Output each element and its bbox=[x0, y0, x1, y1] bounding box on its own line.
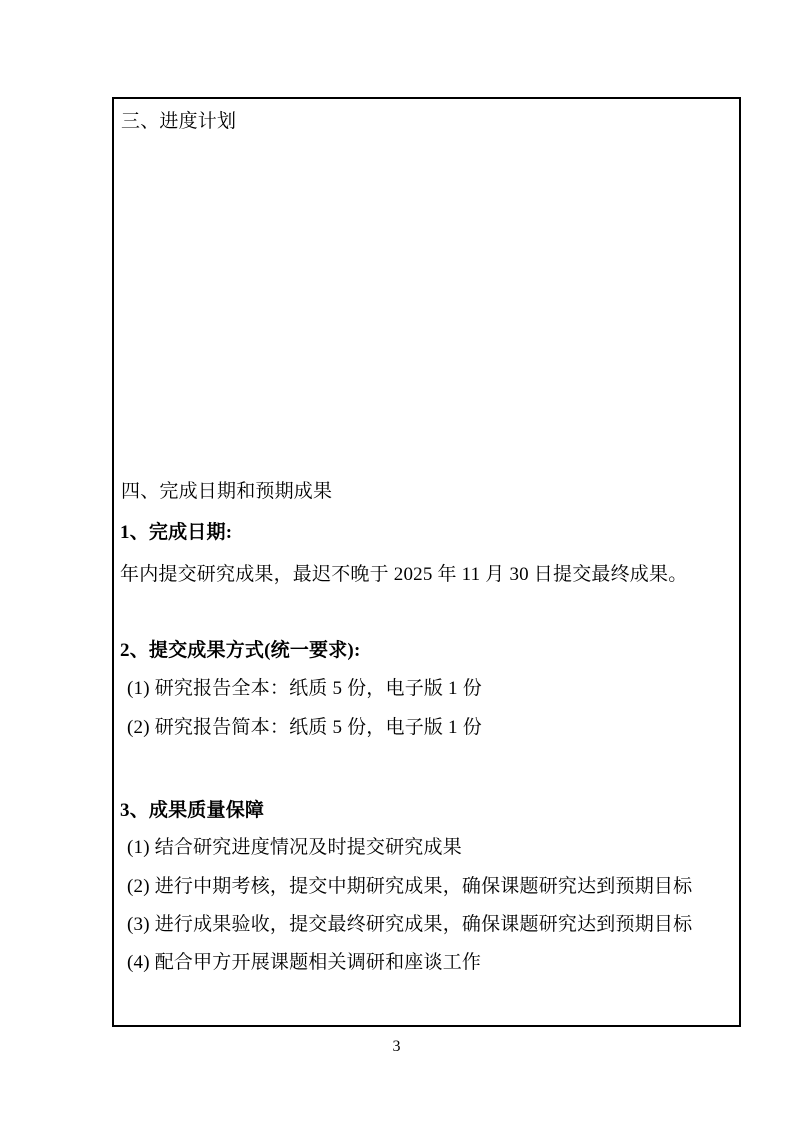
item1-heading: 1、完成日期: bbox=[120, 522, 233, 543]
item3-entry-1: (1) 结合研究进度情况及时提交研究成果 bbox=[127, 837, 462, 858]
item2-heading: 2、提交成果方式(统一要求): bbox=[120, 640, 361, 661]
item3-entry-4: (4) 配合甲方开展课题相关调研和座谈工作 bbox=[127, 952, 482, 973]
item3-entry-2: (2) 进行中期考核，提交中期研究成果，确保课题研究达到预期目标 bbox=[127, 876, 693, 897]
item3-heading: 3、成果质量保障 bbox=[120, 800, 265, 821]
form-table-cell bbox=[112, 97, 741, 1027]
section4-title: 四、完成日期和预期成果 bbox=[121, 481, 333, 502]
item2-entry-2: (2) 研究报告简本：纸质 5 份，电子版 1 份 bbox=[127, 717, 482, 738]
item3-entry-3: (3) 进行成果验收，提交最终研究成果，确保课题研究达到预期目标 bbox=[127, 914, 693, 935]
page-number: 3 bbox=[392, 1038, 401, 1055]
item2-entry-1: (1) 研究报告全本：纸质 5 份，电子版 1 份 bbox=[127, 678, 482, 699]
item1-body: 年内提交研究成果，最迟不晚于 2025 年 11 月 30 日提交最终成果。 bbox=[120, 564, 688, 585]
section3-title: 三、进度计划 bbox=[121, 111, 237, 132]
